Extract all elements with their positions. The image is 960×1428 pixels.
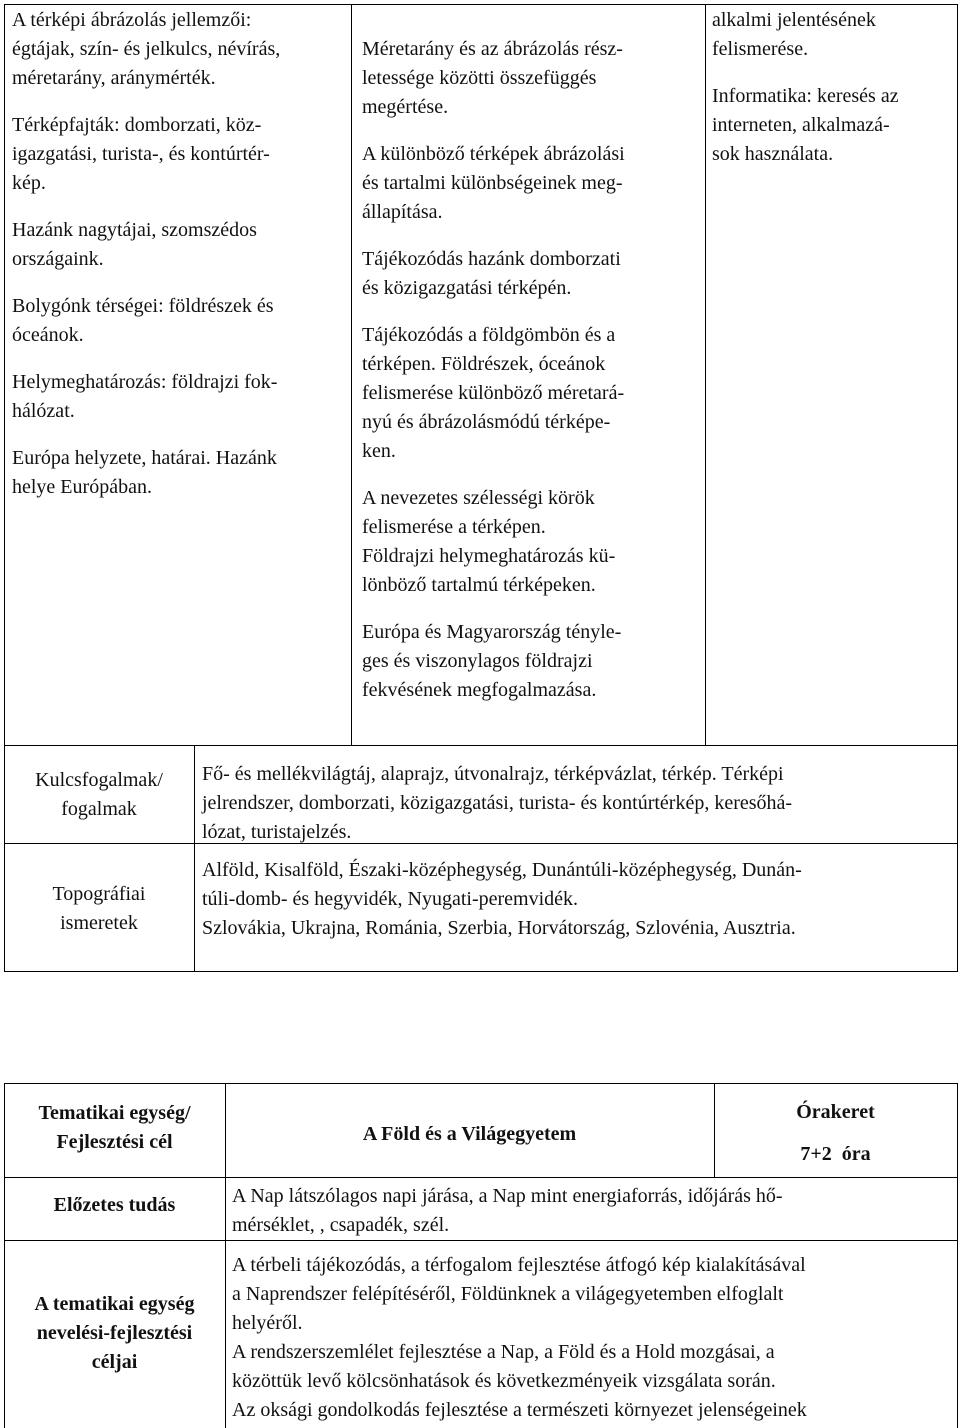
activity-paragraph: Tájékozódás hazánk domborzati és közigazgatási térképén. xyxy=(362,248,621,299)
table1-top-border xyxy=(4,4,958,5)
time-frame-label: Órakeret xyxy=(796,1101,875,1123)
activity-paragraph: A különböző térképek ábrázolási és tartalmi különbségeinek meg- állapítása. xyxy=(362,143,625,223)
table2-right-border xyxy=(957,1083,958,1428)
table1-bottom-border xyxy=(4,971,958,972)
content-paragraph: Hazánk nagytájai, szomszédos országaink. xyxy=(12,219,257,270)
table2-top-border xyxy=(4,1083,958,1084)
unit-title: A Föld és a Világegyetem xyxy=(362,1123,577,1145)
topography-label: Topográfiai ismeretek xyxy=(52,883,146,934)
key-concepts-text: Fő- és mellékvilágtáj, alaprajz, útvonalrajz, térképvázlat, térkép. Térképi jelrendszer, domborzati, közigazgatási, turista- és kontúrtérkép, keresőhá- lózat, turistajelzés. xyxy=(202,763,793,843)
table1-col-divider-1 xyxy=(351,4,352,746)
activity-paragraph: Tájékozódás a földgömbön és a térképen. Földrészek, óceánok felismerése különböző méretará- nyú és ábrázolásmódú térképe- ken. xyxy=(362,324,625,462)
content-paragraph: A térképi ábrázolás jellemzői: égtájak, szín- és jelkulcs, névírás, méretarány, aránymérték. xyxy=(12,9,281,89)
table1-label-divider xyxy=(194,745,195,972)
table1-right-border xyxy=(957,4,958,972)
key-concepts-label: Kulcsfogalmak/ fogalmak xyxy=(35,769,163,820)
content-paragraph: Helymeghatározás: földrajzi fok- hálózat. xyxy=(12,371,278,422)
connection-paragraph: Informatika: keresés az interneten, alkalmazá- sok használata. xyxy=(712,85,899,165)
content-paragraph: Bolygónk térségei: földrészek és óceánok. xyxy=(12,295,274,346)
connection-paragraph: alkalmi jelentésének felismerése. xyxy=(712,9,876,60)
time-frame-value: 7+2 óra xyxy=(800,1143,871,1165)
development-goals-text: A térbeli tájékozódás, a térfogalom fejlesztése átfogó kép kialakításával a Naprendszer felépítéséről, Földünknek a világegyetemben elfoglalt helyéről. A rendszerszemlélet fejlesztése a Nap, a Föld és a Hold mozgásai, a közöttük levő kölcsönhatások és következményeik vizsgálata során. Az oksági gondolkodás fejlesztése a természeti környezet jelenségeinek xyxy=(232,1254,807,1421)
table2-row-divider-1 xyxy=(4,1177,958,1178)
prior-knowledge-label: Előzetes tudás xyxy=(53,1194,176,1216)
content-paragraph: Európa helyzete, határai. Hazánk helye Európában. xyxy=(12,447,277,498)
topography-text: Alföld, Kisalföld, Északi-középhegység, Dunántúli-középhegység, Dunán- túli-domb- és hegyvidék, Nyugati-peremvidék. Szlovákia, Ukrajna, Románia, Szerbia, Horvátország, Szlovénia, Ausztria. xyxy=(202,859,802,939)
development-goals-label: A tematikai egység nevelési-fejlesztési céljai xyxy=(34,1293,195,1373)
table1-left-border xyxy=(4,4,5,972)
content-paragraph: Térképfajták: domborzati, köz- igazgatási, turista-, és kontúrtér- kép. xyxy=(12,114,270,194)
activities-column xyxy=(362,35,702,705)
prior-knowledge-text: A Nap látszólagos napi járása, a Nap mint energiaforrás, időjárás hő- mérséklet, , csapadék, szél. xyxy=(232,1185,783,1236)
table1-col-divider-2 xyxy=(705,4,706,746)
content-column xyxy=(12,6,348,502)
thematic-unit-label: Tematikai egység/ Fejlesztési cél xyxy=(38,1102,191,1153)
connections-column xyxy=(712,6,954,169)
activity-paragraph: Európa és Magyarország tényle- ges és viszonylagos földrajzi fekvésének megfogalmazása. xyxy=(362,621,622,701)
table1-row-divider-1 xyxy=(4,745,958,746)
activity-paragraph: Méretarány és az ábrázolás rész- letessége közötti összefüggés megértése. xyxy=(362,38,623,118)
table2-row-divider-2 xyxy=(4,1240,958,1241)
activity-paragraph: A nevezetes szélességi körök felismerése a térképen. Földrajzi helymeghatározás kü- lönböző tartalmú térképeken. xyxy=(362,487,616,596)
